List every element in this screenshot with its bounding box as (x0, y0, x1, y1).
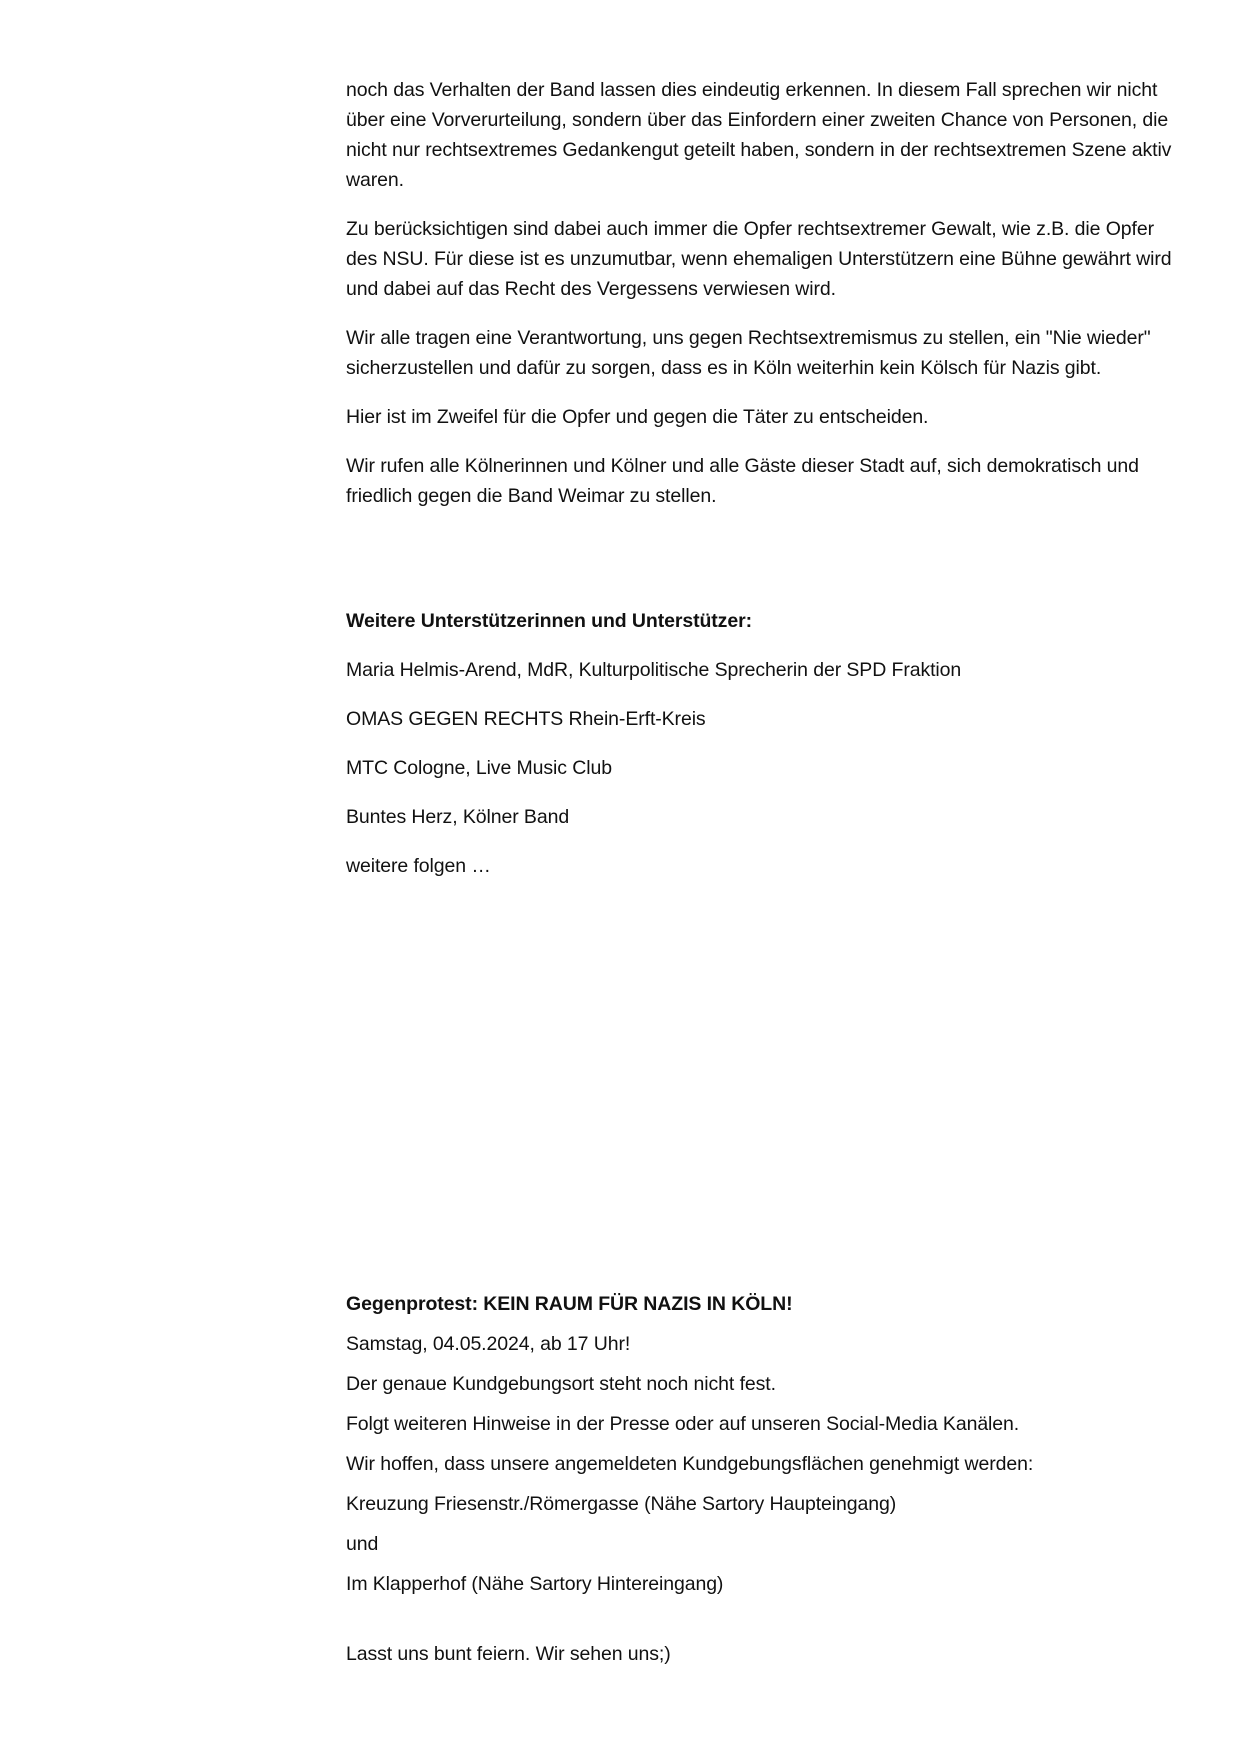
protest-line: und (346, 1533, 379, 1555)
intro-section (346, 75, 1176, 530)
supporters-heading: Weitere Unterstützerinnen und Unterstützer: (346, 610, 752, 632)
protest-line: Im Klapperhof (Nähe Sartory Hintereingang) (346, 1573, 724, 1595)
intro-paragraph: Wir rufen alle Kölnerinnen und Kölner und alle Gäste dieser Stadt auf, sich demokratisch und friedlich gegen die Band Weimar zu stellen. (346, 455, 1139, 507)
protest-closing: Lasst uns bunt feiern. Wir sehen uns;) (346, 1643, 671, 1665)
supporter-item: Buntes Herz, Kölner Band (346, 806, 570, 828)
intro-paragraph: Wir alle tragen eine Verantwortung, uns gegen Rechtsextremismus zu stellen, ein "Nie wieder" sicherzustellen und dafür zu sorgen, dass es in Köln weiterhin kein Kölsch für Nazis gibt. (346, 327, 1151, 379)
supporters-section (346, 606, 1176, 900)
intro-paragraph: Hier ist im Zweifel für die Opfer und gegen die Täter zu entscheiden. (346, 406, 929, 428)
protest-section (346, 1289, 1176, 1679)
protest-line: Der genaue Kundgebungsort steht noch nicht fest. (346, 1373, 776, 1395)
supporter-item: MTC Cologne, Live Music Club (346, 757, 612, 779)
protest-line: Wir hoffen, dass unsere angemeldeten Kundgebungsflächen genehmigt werden: (346, 1453, 1034, 1475)
supporter-item: Maria Helmis-Arend, MdR, Kulturpolitische Sprecherin der SPD Fraktion (346, 659, 962, 681)
protest-line: Samstag, 04.05.2024, ab 17 Uhr! (346, 1333, 631, 1355)
protest-heading: Gegenprotest: KEIN RAUM FÜR NAZIS IN KÖLN! (346, 1293, 793, 1315)
protest-line: Kreuzung Friesenstr./Römergasse (Nähe Sartory Haupteingang) (346, 1493, 897, 1515)
supporter-item: weitere folgen … (346, 855, 491, 877)
intro-paragraph: noch das Verhalten der Band lassen dies eindeutig erkennen. In diesem Fall sprechen wir nicht über eine Vorverurteilung, sondern über das Einfordern einer zweiten Chance von Personen, die nicht nur rechtsextremes Gedankengut geteilt haben, sondern in der rechtsextremen Szene aktiv waren. (346, 79, 1172, 191)
protest-line: Folgt weiteren Hinweise in der Presse oder auf unseren Social-Media Kanälen. (346, 1413, 1020, 1435)
intro-paragraph: Zu berücksichtigen sind dabei auch immer die Opfer rechtsextremer Gewalt, wie z.B. die Opfer des NSU. Für diese ist es unzumutbar, wenn ehemaligen Unterstützern eine Bühne gewährt wird und dabei auf das Recht des Vergessens verwiesen wird. (346, 218, 1172, 300)
supporter-item: OMAS GEGEN RECHTS Rhein-Erft-Kreis (346, 708, 706, 730)
